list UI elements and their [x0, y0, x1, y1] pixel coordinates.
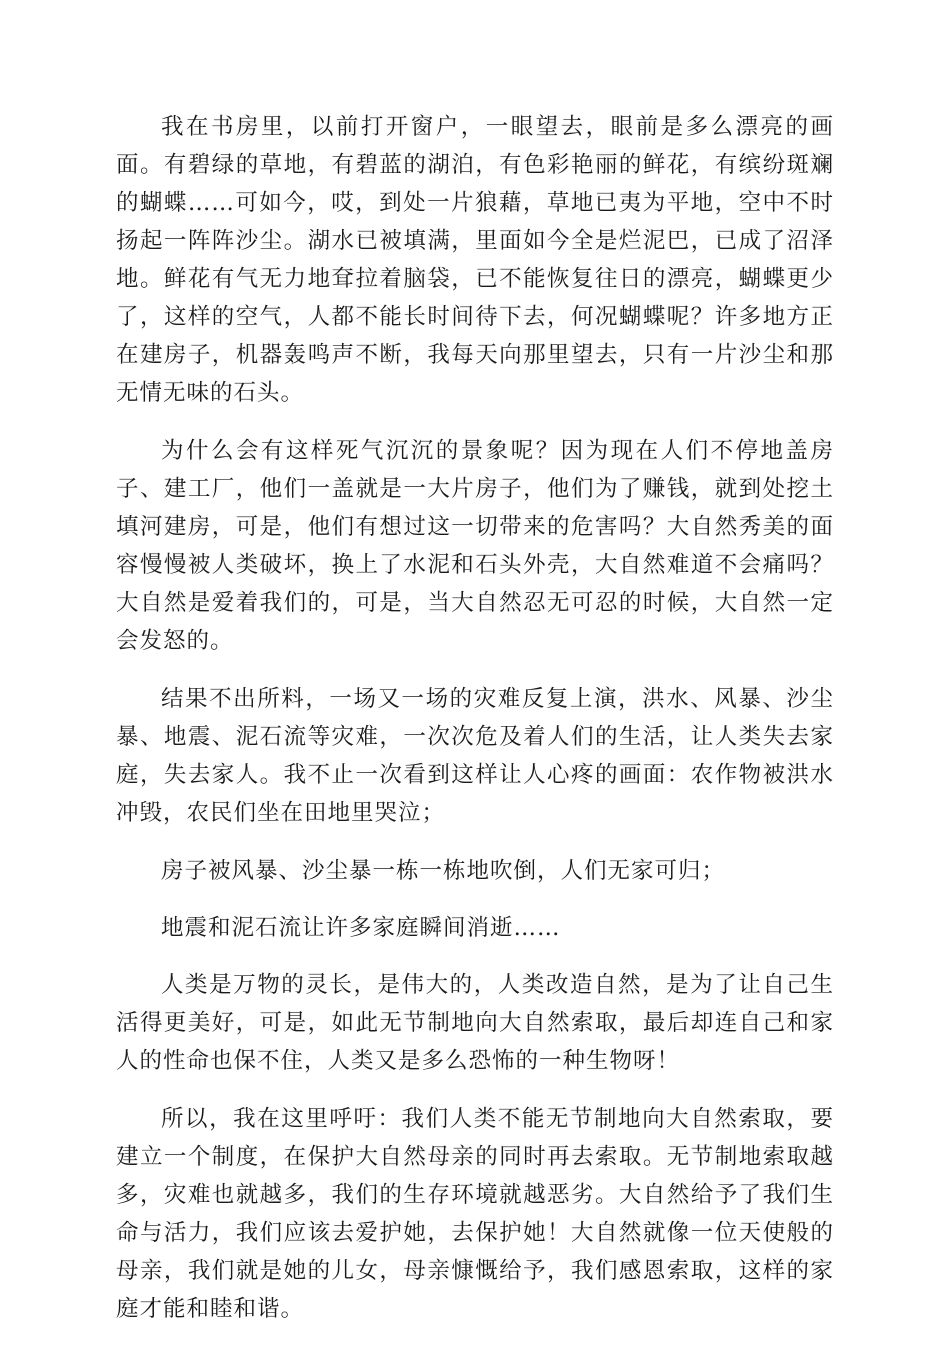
paragraph-window-view: 我在书房里，以前打开窗户，一眼望去，眼前是多么漂亮的画面。有碧绿的草地，有碧蓝的湖泊，有色彩艳丽的鲜花，有缤纷斑斓的蝴蝶……可如今，哎，到处一片狼藉，草地已夷为平地，空中不时扬起一阵阵沙尘。湖水已被填满，里面如今全是烂泥巴，已成了沼泽地。鲜花有气无力地耷拉着脑袋，已不能恢复往日的漂亮，蝴蝶更少了，这样的空气，人都不能长时间待下去，何况蝴蝶呢？许多地方正在建房子，机器轰鸣声不断，我每天向那里望去，只有一片沙尘和那无情无味的石头。 — [116, 114, 834, 406]
paragraph-appeal: 所以，我在这里呼吁：我们人类不能无节制地向大自然索取，要建立一个制度，在保护大自然母亲的同时再去索取。无节制地索取越多，灾难也就越多，我们的生存环境就越恶劣。大自然给予了我们生命与活力，我们应该去爱护她，去保护她！大自然就像一位天使般的母亲，我们就是她的儿女，母亲慷慨给予，我们感恩索取，这样的家庭才能和睦和谐。 — [116, 1106, 834, 1322]
paragraph-houses-blown: 房子被风暴、沙尘暴一栋一栋地吹倒，人们无家可归； — [161, 858, 726, 884]
paragraph-why-bleak: 为什么会有这样死气沉沉的景象呢？因为现在人们不停地盖房子、建工厂，他们一盖就是一大片房子，他们为了赚钱，就到处挖土填河建房，可是，他们有想过这一切带来的危害吗？大自然秀美的面容慢慢被人类破坏，换上了水泥和石头外壳，大自然难道不会痛吗？大自然是爱着我们的，可是，当大自然忍无可忍的时候，大自然一定会发怒的。 — [116, 438, 834, 654]
document-body — [116, 108, 834, 1348]
paragraph-disasters: 结果不出所料，一场又一场的灾难反复上演，洪水、风暴、沙尘暴、地震、泥石流等灾难，一次次危及着人们的生活，让人类失去家庭，失去家人。我不止一次看到这样让人心疼的画面：农作物被洪水冲毁，农民们坐在田地里哭泣； — [116, 686, 834, 826]
paragraph-humanity: 人类是万物的灵长，是伟大的，人类改造自然，是为了让自己生活得更美好，可是，如此无节制地向大自然索取，最后却连自己和家人的性命也保不住，人类又是多么恐怖的一种生物呀！ — [116, 972, 834, 1074]
paragraph-earthquake: 地震和泥石流让许多家庭瞬间消逝…… — [161, 915, 561, 941]
